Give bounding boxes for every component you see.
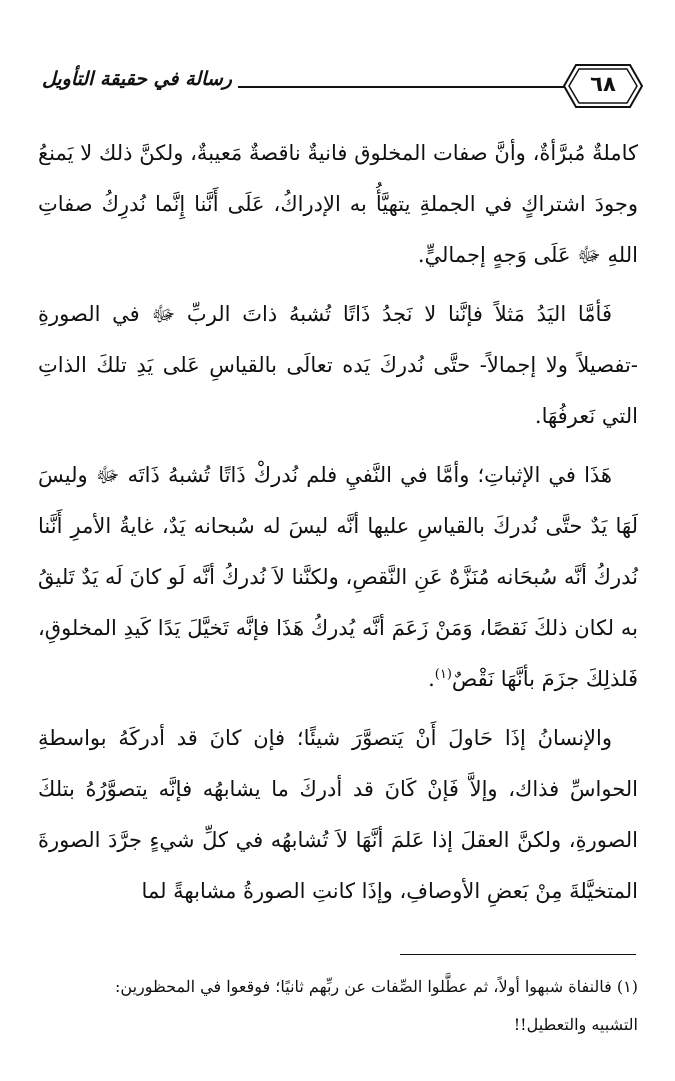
paragraph-text: هَذَا في الإثباتِ؛ وأمَّا في النَّفيِ فلم نُدركْ ذَاتًا تُشبهُ ذَاتَه ﷻ وليسَ لَهَا يَدٌ حتَّى نُدركَ بالقياسِ عليها أنَّه ليسَ له سُبحانه يَدٌ، غايةُ الأمرِ أَنَّنا نُدركُ أنَّه سُبحَانه مُنَزَّهٌ عَنِ النَّقصِ، ولكنَّنا لاَ نُدركُ أنَّه لَو كانَ لَه يَدٌ تَليقُ به لكان ذلكَ نَقصًا، وَمَنْ زَعَمَ أنَّه يُدركُ هَذَا فإنَّه تَخيَّلَ يَدًا كَيدِ المخلوقِ، فَلذلِكَ جزَمَ بأنَّهَا نَقْصٌ (38, 463, 638, 691)
body-text (38, 128, 638, 925)
paragraph: هَذَا في الإثباتِ؛ وأمَّا في النَّفيِ فلم نُدركْ ذَاتًا تُشبهُ ذَاتَه ﷻ وليسَ لَهَا يَدٌ حتَّى نُدركَ بالقياسِ عليها أنَّه ليسَ له سُبحانه يَدٌ، غايةُ الأمرِ أَنَّنا نُدركُ أنَّه سُبحَانه مُنَزَّهٌ عَنِ النَّقصِ، ولكنَّنا لاَ نُدركُ أنَّه لَو كانَ لَه يَدٌ تَليقُ به لكان ذلكَ نَقصًا، وَمَنْ زَعَمَ أنَّه يُدركُ هَذَا فإنَّه تَخيَّلَ يَدًا كَيدِ المخلوقِ، فَلذلِكَ جزَمَ بأنَّهَا نَقْصٌ$^{(١)}$. (38, 463, 638, 691)
running-title: رسالة في حقيقة التأويل (42, 68, 232, 90)
paragraph: فَأمَّا اليَدُ مَثلاً فإنَّنا لا نَجدُ ذَاتًا تُشبهُ ذاتَ الربِّ ﷻ في الصورةِ -تفصيلاً ولا إجمالاً- حتَّى نُدركَ يَده تعالَى بالقياسِ عَلى يَدِ تلكَ الذاتِ التي نَعرفُهَا. (38, 302, 638, 428)
footnote-line: التشبيه والتعطيل!! (513, 1015, 638, 1034)
paragraph: والإنسانُ إذَا حَاولَ أَنْ يَتصوَّرَ شيئًا؛ فإن كانَ قد أدركَهُ بواسطةِ الحواسِّ فذاك، وإلاَّ فَإنْ كَانَ قد أدركَ ما يشابهُه فإنَّه يتصوَّرُهُ بتلكَ الصورةِ، ولكنَّ العقلَ إذا عَلمَ أنَّهَا لاَ تُشابهُه في كلِّ شيءٍ جرَّدَ الصورةَ المتخيَّلةَ مِنْ بَعضِ الأوصافِ، وإذَا كانتِ الصورةُ مشابهةً لما (38, 726, 638, 903)
footnotes (28, 968, 638, 1044)
page-number-badge (562, 62, 644, 110)
paragraph: كاملةٌ مُبرَّأةٌ، وأنَّ صفات المخلوق فانيةٌ ناقصةٌ مَعيبةٌ، ولكنَّ ذلك لا يَمنعُ وجودَ اشتراكٍ في الجملةِ يتهيَّأُ به الإدراكُ، عَلَى أَنَّنا إِنَّما نُدرِكُ صفاتِ اللهِ ﷻ عَلَى وَجهٍ إجماليٍّ. (38, 141, 638, 267)
footnote-line: (١) فالنفاة شبهوا أولاً، ثم عطَّلوا الصِّفات عن ربِّهم ثانيًا؛ فوقعوا في المحظورين: (115, 977, 638, 996)
footnote-divider (400, 954, 636, 955)
page-header (20, 62, 660, 118)
page-number: ٦٨ (590, 72, 616, 96)
footnote-reference[interactable]: (١) (434, 667, 452, 682)
header-rule (238, 86, 565, 88)
